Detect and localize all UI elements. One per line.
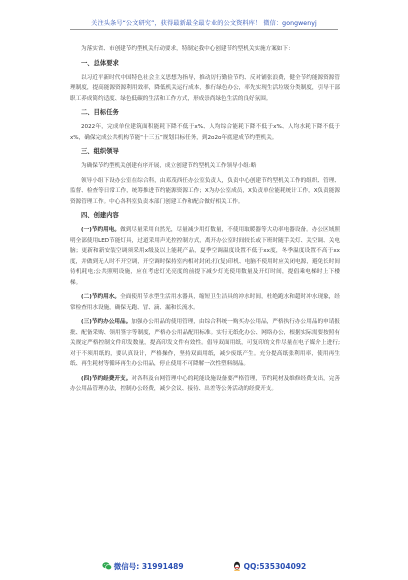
item-lead-electricity: (一)节约用电。 [81, 227, 121, 233]
section-heading-overall: 一、总体要求 [81, 59, 119, 67]
item-lead-office-supplies: (三)节约办公用品。 [81, 319, 132, 325]
footer-wechat [102, 559, 184, 573]
footer-qq [232, 559, 307, 573]
section-paragraph-office-supplies [70, 317, 340, 370]
document-body [70, 44, 340, 399]
item-lead-water: (二)节约用水。 [81, 294, 121, 300]
page-header-banner: 关注头条号“公文研究”，获得最新最全最专业的公文资料库！ 微信：gongwenyj [91, 20, 317, 27]
item-lead-expenses: (四)节约经费开支。 [81, 375, 132, 382]
item-text-office-supplies: 加强办公用品的使用管理，由综合科统一购买办公用品，严格执行办公用品的申请报批、配备采购、领用签字等制度，严格办公用品配用标准。实行无纸化办公、网络办公，根据实际需要按照有关规定严格控制文件印发数量，提高印发文件有效性。倡导双面用纸，可复印的文件尽量在电子媒介上进行;对于不须用纸的，要认真设计，严格操作，坚持双面用纸，减少废纸产生。充分提高纸张利用率，使用再生纸、再生耗材等循环再生办公用品，停止使用不可降解一次性塑料制品。 [70, 319, 340, 367]
item-text-expenses: 对各科及台网管理中心的耗能设施设备要严格管理，节约耗材及维修经费支出，完善办公用品管理办法，控制办公经费，减少会议、接待、出差等公务活动的经费开支。 [70, 375, 340, 392]
footer-wechat-text: 微信号: 31991489 [113, 561, 184, 571]
footer-qq-text: QQ:535304092 [243, 561, 307, 571]
section-heading-leadership: 三、组织领导 [81, 148, 119, 155]
wechat-icon [102, 561, 112, 571]
page-footer [0, 559, 408, 573]
section-paragraph: 2022年，完成单位建筑面积能耗下降不低于x%、人均综合能耗下降不低于x%、人均水耗下降不低于x%，确保完成公共机构节能“十三五”规划目标任务，到2o2o年底建成节约型机关。 [70, 124, 340, 141]
section-paragraph-expenses [70, 374, 340, 395]
item-text-water: 全面使用节水型生活用水器具，缩短卫生洁具的冲水时间，杜绝跑水和超时冲水现象，经常检查用水设施，确保无跑、冒、滴、漏和长流水。 [70, 294, 340, 311]
header-divider [70, 29, 338, 30]
qq-icon [232, 561, 242, 571]
section-paragraph: 为确保节约型机关创建有序开展，成立创建节约型机关工作领导小组:略 [81, 163, 257, 169]
section-paragraph: 以习近平新时代中国特色社会主义思想为指导，推动厉行勤俭节约、反对铺张浪费，健全节约能源资源管理制度，提高能源资源利用效率，降低机关运行成本，推行绿色办公，率先实现生活垃圾分类制度，引导干部职工养成简约适度、绿色低碳的生活和工作方式，形成崇尚绿色生活的良好氛围。 [70, 74, 340, 102]
section-paragraph: 领导小组下设办公室在综合科，由邓茂西任办公室负责人，负责中心创建节约型机关工作的组织、管理、监督、检查等日常工作，统筹推进节约能源资源工作；X为办公室成员，X负责单位能耗统计工作，X负责能源资源管理工作。中心各科室负责本部门创建工作和配合做好相关工作。 [70, 177, 340, 205]
section-heading-content: 四、创建内容 [81, 212, 119, 219]
intro-paragraph: 为落实省、市创建节约型机关行动要求，特制定我中心创建节约型机关实施方案如下： [81, 46, 294, 52]
section-paragraph-electricity [70, 225, 340, 288]
section-paragraph-water [70, 292, 340, 313]
item-text-electricity: 做到尽量采用自然光，尽量减少用灯数量，不使用取暖器等大功率电器设备。办公区域照明全部使用LED节能灯具，过道采用声光控控制方式，离开办公室时间较长或下班时随手关灯、关空调、关电脑；更新和新安装空调须采用x级及以上能耗产品，夏季空调温度设置不低于xx度，冬季温度设置不高于xx度，并做到无人时不开空调，开空调时保持室内相对封闭;打(复)印机、电脑不使用时应关闭电源，避免长时间待机耗电;公共照明设施，应在考虑灯光亮度的前提下减少灯光使用数量及开灯时间，提倡乘电梯时上下楼梯。 [70, 227, 340, 286]
section-heading-targets: 二、目标任务 [81, 109, 119, 116]
